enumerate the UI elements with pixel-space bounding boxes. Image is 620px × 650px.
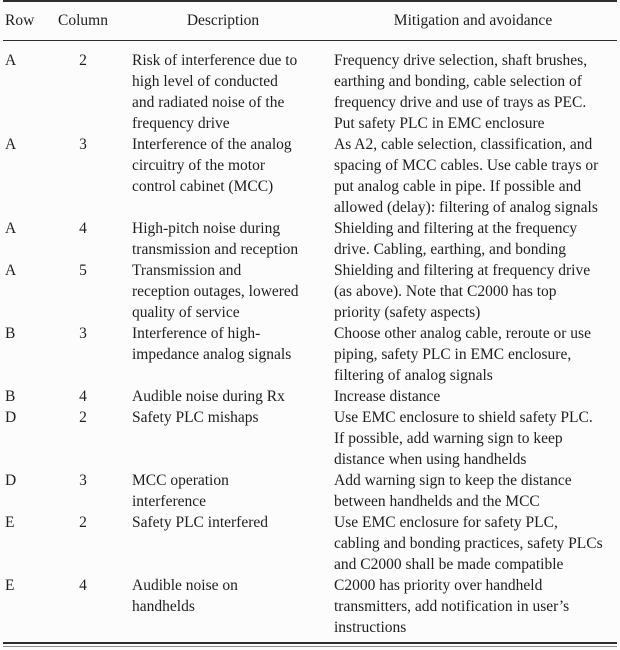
mitigation-cell: Add warning sign to keep the distance between handhelds and the MCC — [334, 472, 572, 510]
table-body — [3, 41, 617, 639]
description-cell: Interference of high- impedance analog signals — [132, 325, 292, 363]
row-id-cell: E — [5, 577, 15, 594]
column-number-cell: 2 — [79, 514, 87, 531]
mitigation-cell: As A2, cable selection, classification, and spacing of MCC cables. Use cable trays or put analog cable in pipe. If possible and allowed (delay): filtering of analog signals — [334, 136, 599, 216]
header-row-id: Row — [3, 2, 49, 41]
row-id-cell: A — [5, 262, 17, 279]
mitigation-cell: C2000 has priority over handheld transmitters, add notification in user’s instructions — [334, 577, 570, 636]
row-id-cell: E — [5, 514, 15, 531]
description-cell: Interference of the analog circuitry of the motor control cabinet (MCC) — [132, 136, 292, 195]
table-row — [3, 512, 617, 575]
row-id-cell: D — [5, 409, 17, 426]
header-description: Description — [117, 2, 329, 41]
table-row — [3, 386, 617, 407]
header-mitigation: Mitigation and avoidance — [329, 2, 617, 41]
header-row — [3, 2, 617, 41]
description-cell: Risk of interference due to high level of conducted and radiated noise of the frequency drive — [132, 52, 298, 132]
table-row — [3, 41, 617, 135]
table-header — [3, 2, 617, 41]
table-row — [3, 407, 617, 470]
table-row — [3, 134, 617, 218]
description-cell: Safety PLC mishaps — [132, 409, 259, 426]
mitigation-cell: Shielding and filtering at the frequency drive. Cabling, earthing, and bonding — [334, 220, 578, 258]
column-number-cell: 4 — [79, 577, 87, 594]
table-bottom-rule-secondary — [3, 646, 617, 647]
table-row — [3, 260, 617, 323]
row-id-cell: D — [5, 472, 17, 489]
table-row — [3, 218, 617, 260]
mitigation-cell: Use EMC enclosure for safety PLC, cabling and bonding practices, safety PLCs and C2000 shall be made compatible — [334, 514, 603, 573]
description-cell: Safety PLC interfered — [132, 514, 269, 531]
header-column-num: Column — [49, 2, 117, 41]
column-number-cell: 4 — [79, 220, 87, 237]
row-id-cell: B — [5, 325, 16, 342]
table-row — [3, 470, 617, 512]
description-cell: Transmission and reception outages, lowered quality of service — [132, 262, 299, 321]
table-row — [3, 323, 617, 386]
description-cell: Audible noise on handhelds — [132, 577, 238, 615]
row-id-cell: A — [5, 220, 17, 237]
mitigation-cell: Increase distance — [334, 388, 441, 405]
mitigation-cell: Choose other analog cable, reroute or use piping, safety PLC in EMC enclosure, filtering of analog signals — [334, 325, 591, 384]
row-id-cell: A — [5, 136, 17, 153]
table-row — [3, 575, 617, 638]
description-cell: Audible noise during Rx — [132, 388, 285, 405]
column-number-cell: 3 — [79, 472, 87, 489]
column-number-cell: 3 — [79, 325, 87, 342]
mitigation-cell: Use EMC enclosure to shield safety PLC. If possible, add warning sign to keep distance when using handhelds — [334, 409, 593, 468]
mitigation-table — [3, 2, 617, 638]
column-number-cell: 5 — [79, 262, 87, 279]
description-cell: High-pitch noise during transmission and reception — [132, 220, 299, 258]
column-number-cell: 4 — [79, 388, 87, 405]
row-id-cell: B — [5, 388, 16, 405]
column-number-cell: 2 — [79, 52, 87, 69]
mitigation-cell: Frequency drive selection, shaft brushes, earthing and bonding, cable selection of frequency drive and use of trays as PEC. Put safety PLC in EMC enclosure — [334, 52, 588, 132]
row-id-cell: A — [5, 52, 17, 69]
table-bottom-rule — [3, 642, 617, 644]
column-number-cell: 3 — [79, 136, 87, 153]
column-number-cell: 2 — [79, 409, 87, 426]
description-cell: MCC operation interference — [132, 472, 229, 510]
mitigation-cell: Shielding and filtering at frequency drive (as above). Note that C2000 has top priority (safety aspects) — [334, 262, 591, 321]
